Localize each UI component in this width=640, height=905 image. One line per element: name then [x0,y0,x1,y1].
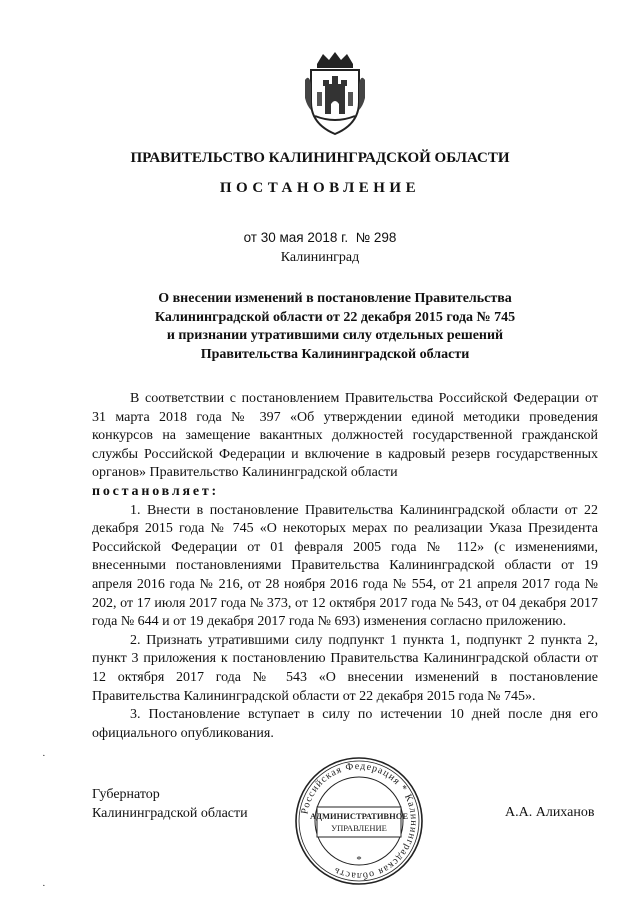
stamp-center-line: УПРАВЛЕНИЕ [331,823,387,833]
stamp-ring-text: Российская Федерация * Калининградская область [299,760,420,882]
signer-position [92,786,248,823]
stamp-star: * [356,854,362,866]
item-paragraph-3: 3. Постановление вступает в силу по истечении 10 дней после дня его официального опубликования. [92,707,598,741]
signer-position-line: Калининградской области [92,805,248,821]
kaliningrad-coat-of-arms-icon [303,50,367,136]
stamp-center-line: АДМИНИСТРАТИВНОЕ [310,811,408,821]
item-paragraph-2: 2. Признать утратившими силу подпункт 1 пункта 1, подпункт 2 пункта 2, пункт 3 приложения к постановлению Правительства Калининградской области от 12 октября 2017 года № 543 «О внесении изменений в постановление Правительства Калининградской области от 22 декабря 2015 года № 745». [92,632,598,704]
title-line: Калининградской области от 22 декабря 2015 года № 745 [154,309,516,325]
document-type: ПОСТАНОВЛЕНИЕ [219,180,421,196]
document-body [92,390,598,743]
item-paragraph-1: 1. Внести в постановление Правительства Калининградской области от 22 декабря 2015 года № 745 «О некоторых мерах по реализации Указа Президента Российской Федерации от 01 февраля 2005 года № 112» (с изменениями, внесенными постановлениями Правительства Калининградской области от 19 апреля 2016 года № 216, от 28 ноября 2016 года № 554, от 21 апреля 2017 года № 202, от 17 июля 2017 года № 373, от 12 октября 2017 года № 543, от 04 декабря 2017 года № 644 и от 19 декабря 2017 года № 693) изменения согласно приложению. [92,502,598,630]
document-date-number: от 30 мая 2018 г. № 298 [243,230,397,245]
document-title [130,290,540,364]
margin-mark: · [42,880,46,892]
title-line: О внесении изменений в постановление Правительства [158,291,512,306]
title-line: Правительства Калининградской области [200,346,470,362]
margin-mark: · [42,750,46,762]
official-stamp [293,755,425,887]
signer-position-line: Губернатор [92,787,160,802]
title-line: и признании утратившими силу отдельных решений [166,328,504,343]
preamble-paragraph: В соответствии с постановлением Правительства Российской Федерации от 31 марта 2018 года № 397 «Об утверждении единой методики проведения конкурсов на замещение вакантных должностей государственной гражданской службы Российской Федерации и включение в кадровый резерв государственных органов» Правительство Калининградской области [92,391,598,481]
document-city: Калининград [280,250,360,265]
signer-name: А.А. Алиханов [505,805,595,820]
organization-name: ПРАВИТЕЛЬСТВО КАЛИНИНГРАДСКОЙ ОБЛАСТИ [130,150,510,166]
decree-word: постановляет: [92,483,220,499]
